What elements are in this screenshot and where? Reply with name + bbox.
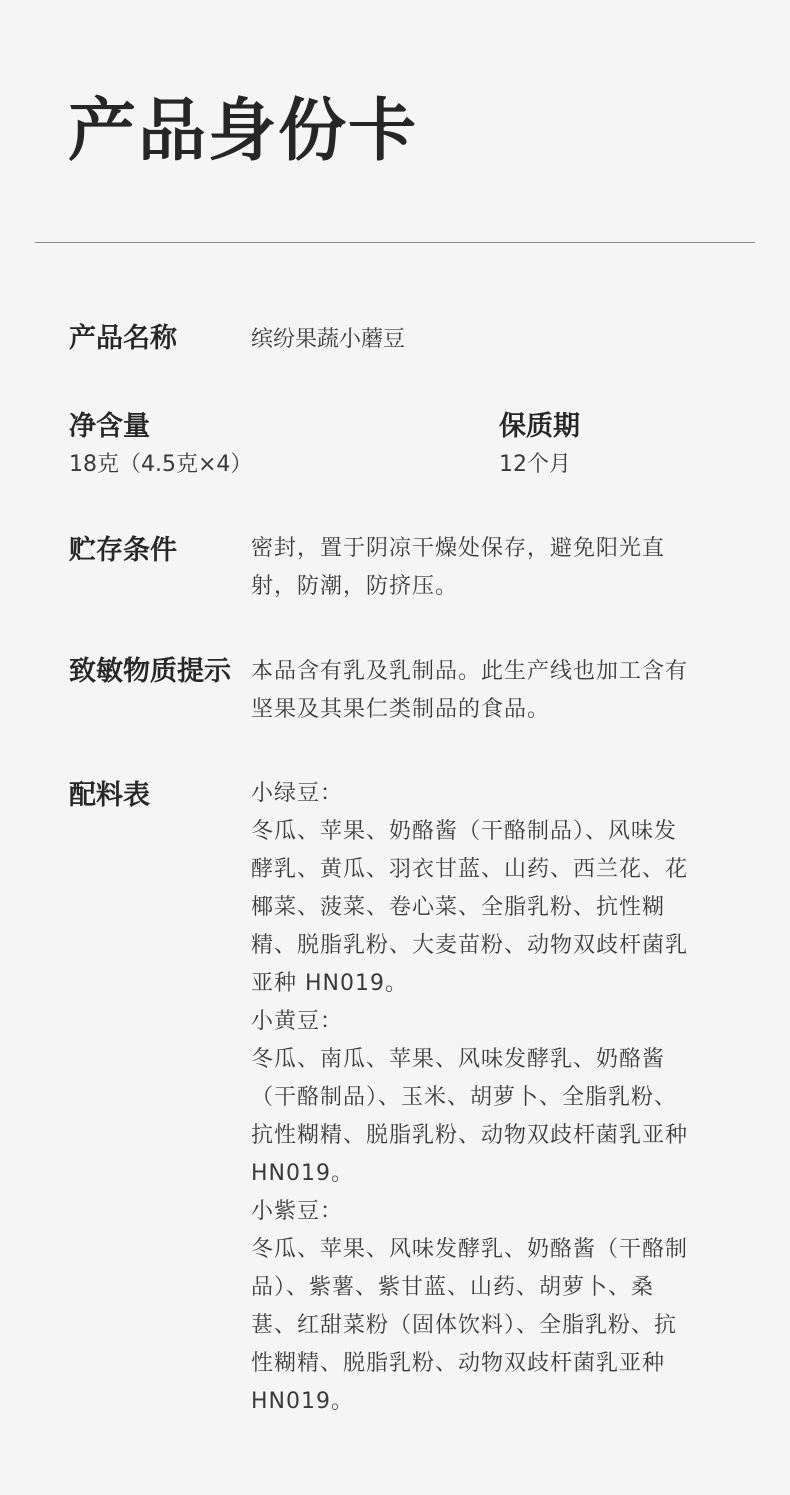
ingredient-line: HN019。: [251, 1389, 354, 1414]
ingredient-group-title: 小黄豆：: [251, 1009, 344, 1034]
ingredient-line: 椰菜、菠菜、卷心菜、全脂乳粉、抗性糊: [251, 895, 666, 920]
page-title: 产品身份卡: [68, 92, 419, 171]
ingredient-group-title: 小绿豆：: [251, 781, 344, 806]
ingredient-line: （干酪制品）、玉米、胡萝卜、全脂乳粉、: [251, 1085, 678, 1110]
ingredient-group-purple: [251, 1193, 726, 1421]
storage-label: 贮存条件: [69, 535, 177, 566]
ingredients-list: [251, 775, 726, 1421]
allergen-line-1: 本品含有乳及乳制品。此生产线也加工含有: [251, 659, 689, 684]
allergen-text: [251, 653, 726, 729]
shelf-life-value: 12个月: [499, 452, 571, 477]
ingredient-group-green: [251, 775, 726, 1003]
storage-text: [251, 530, 726, 606]
ingredient-line: 酵乳、黄瓜、羽衣甘蓝、山药、西兰花、花: [251, 857, 689, 882]
ingredient-line: 亚种 HN019。: [251, 971, 408, 996]
ingredient-group-yellow: [251, 1003, 726, 1193]
net-content-label: 净含量: [69, 411, 150, 442]
ingredient-line: 冬瓜、南瓜、苹果、风味发酵乳、奶酪酱: [251, 1047, 666, 1072]
ingredient-line: 冬瓜、苹果、奶酪酱（干酪制品）、风味发: [251, 819, 678, 844]
title-divider: [35, 242, 755, 243]
ingredient-line: 抗性糊精、脱脂乳粉、动物双歧杆菌乳亚种: [251, 1123, 689, 1148]
ingredient-line: HN019。: [251, 1161, 354, 1186]
shelf-life-label: 保质期: [499, 411, 580, 442]
product-name-label: 产品名称: [69, 323, 177, 354]
ingredient-line: 精、脱脂乳粉、大麦苗粉、动物双歧杆菌乳: [251, 933, 689, 958]
storage-line-1: 密封，置于阴凉干燥处保存，避免阳光直: [251, 536, 666, 561]
storage-line-2: 射，防潮，防挤压。: [251, 574, 459, 599]
ingredient-group-title: 小紫豆：: [251, 1199, 344, 1224]
ingredient-line: 品）、紫薯、紫甘蓝、山药、胡萝卜、桑: [251, 1275, 655, 1300]
ingredient-line: 性糊精、脱脂乳粉、动物双歧杆菌乳亚种: [251, 1351, 666, 1376]
product-name-value: 缤纷果蔬小蘑豆: [251, 327, 406, 352]
ingredient-line: 冬瓜、苹果、风味发酵乳、奶酪酱（干酪制: [251, 1237, 689, 1262]
ingredients-label: 配料表: [69, 780, 150, 811]
ingredient-line: 葚、红甜菜粉（固体饮料）、全脂乳粉、抗: [251, 1313, 678, 1338]
net-content-value: 18克（4.5克×4）: [69, 452, 253, 477]
allergen-line-2: 坚果及其果仁类制品的食品。: [251, 697, 551, 722]
allergen-label: 致敏物质提示: [69, 656, 231, 687]
